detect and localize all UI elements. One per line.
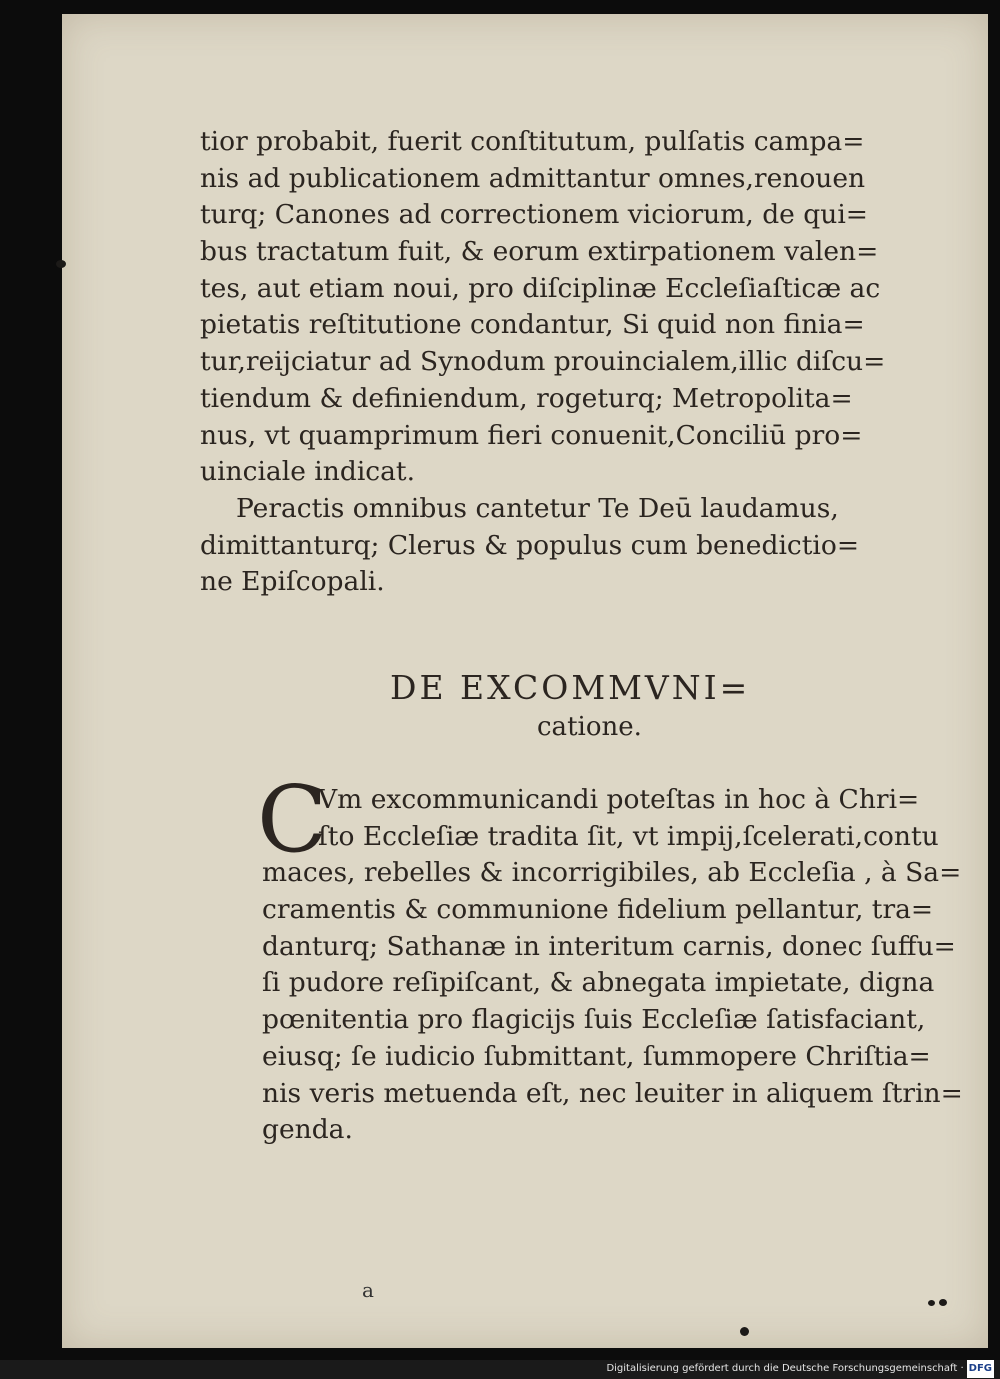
footer-credit xyxy=(606,1360,994,1378)
text-line: tur,reijciatur ad Synodum prouincialem,illic diſcu= xyxy=(200,346,886,378)
text-line: genda. xyxy=(262,1114,353,1146)
text-line: ne Epiſcopali. xyxy=(200,566,385,598)
drop-cap: C xyxy=(257,766,328,873)
text-line: dimittanturq; Clerus & populus cum benedictio= xyxy=(200,529,860,561)
section-body xyxy=(257,766,963,1149)
section-heading: DE EXCOMMVNI= xyxy=(390,668,751,707)
text-line: Peractis omnibus cantetur Te Deū laudamus, xyxy=(236,492,839,524)
text-line: tior probabit, fuerit conſtitutum, pulſatis campa= xyxy=(200,126,865,157)
text-line: nis ad publicationem admittantur omnes,renouen xyxy=(200,162,866,194)
text-line: uinciale indicat. xyxy=(200,456,416,488)
text-line: tiendum & definiendum, rogeturq; Metropolita= xyxy=(200,382,853,414)
text-line: maces, rebelles & incorrigibiles, ab Eccleſia , à Sa= xyxy=(262,857,962,889)
dfg-logo: DFG xyxy=(967,1360,994,1378)
text-line: ſi pudore reſipiſcant, & abnegata impietate, digna xyxy=(262,967,935,999)
text-line: eiusq; ſe iudicio ſubmittant, ſummopere Chriſtia= xyxy=(262,1040,931,1072)
text-line: nis veris metuenda eſt, nec leuiter in aliquem ſtrin= xyxy=(262,1077,963,1109)
ink-spot xyxy=(740,1327,749,1336)
text-line: turq; Canones ad correctionem viciorum, de qui= xyxy=(200,199,868,231)
text-line: danturq; Sathanæ in interitum carnis, donec ſuffu= xyxy=(262,930,956,962)
text-line: tes, aut etiam noui, pro diſciplinæ Eccleſiaſticæ ac xyxy=(200,272,881,304)
text-line: bus tractatum fuit, & eorum extirpationem valen= xyxy=(200,236,879,268)
text-line: Vm excommunicandi poteſtas in hoc à Chri= xyxy=(318,784,920,815)
ink-spot xyxy=(56,260,66,268)
text-line: nus, vt quamprimum fieri conuenit,Conciliū pro= xyxy=(200,419,863,451)
text-line: cramentis & communione fidelium pellantur, tra= xyxy=(262,894,934,926)
section-subheading: catione. xyxy=(537,712,642,742)
ink-spot xyxy=(939,1299,947,1306)
text-line: pietatis reſtitutione condantur, Si quid non finia= xyxy=(200,309,865,341)
signature-mark: a xyxy=(362,1278,374,1302)
text-line: pœnitentia pro flagicijs ſuis Eccleſiæ ſatisfaciant, xyxy=(262,1004,926,1036)
ink-spot xyxy=(928,1300,935,1306)
paragraph-continued xyxy=(200,124,900,601)
text-line: ſto Eccleſiæ tradita ſit, vt impij,ſcelerati,contu xyxy=(318,820,939,852)
footer-text: Digitalisierung gefördert durch die Deutsche Forschungsgemeinschaft · xyxy=(606,1363,964,1374)
